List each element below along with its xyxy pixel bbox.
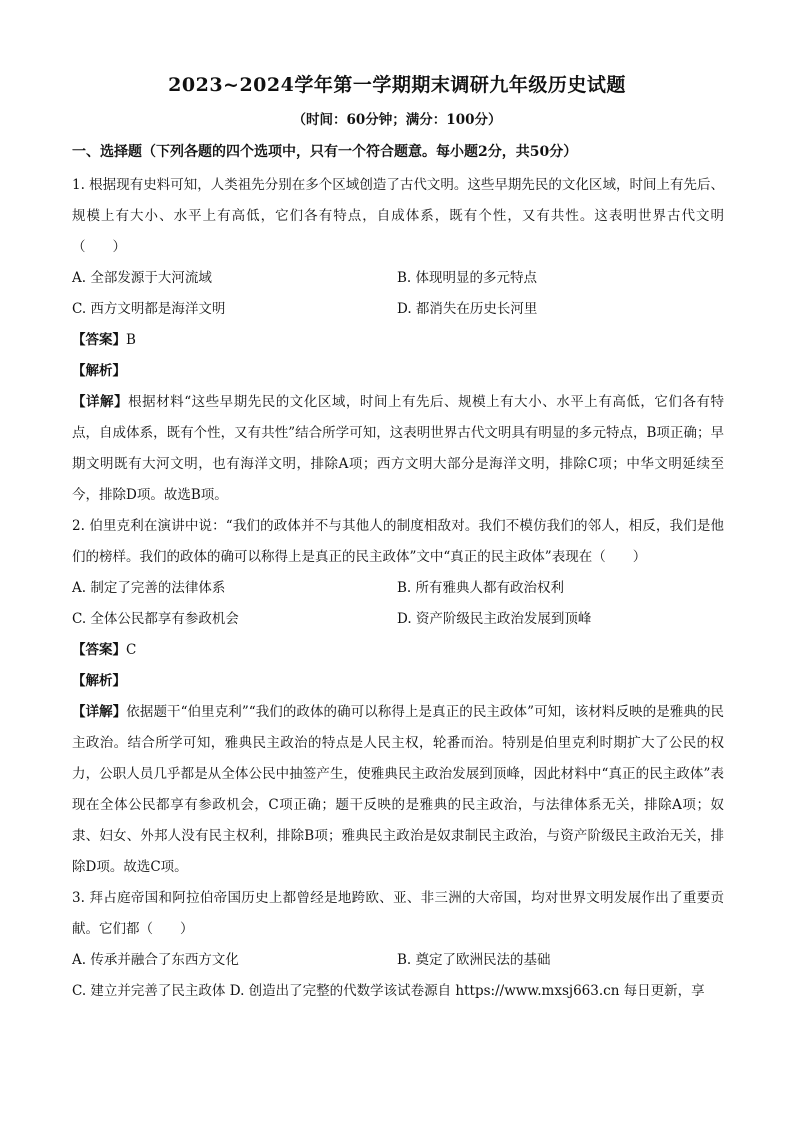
question-3 bbox=[72, 883, 724, 1007]
answer-line bbox=[72, 325, 724, 356]
option-a: A. 全部发源于大河流域 bbox=[72, 270, 212, 286]
option-d: D. 资产阶级民主政治发展到顶峰 bbox=[397, 611, 592, 627]
analysis-label: 【解析】 bbox=[72, 673, 126, 689]
option-a: A. 制定了完善的法律体系 bbox=[72, 580, 226, 596]
option-c: C. 西方文明都是海洋文明 bbox=[72, 301, 226, 317]
option-d: D. 都消失在历史长河里 bbox=[397, 301, 538, 317]
option-b: B. 体现明显的多元特点 bbox=[397, 270, 538, 286]
option-a: A. 传承并融合了东西方文化 bbox=[72, 952, 239, 968]
answer-value: C bbox=[126, 642, 137, 658]
question-stem: 1. 根据现有史料可知，人类祖先分别在多个区域创造了古代文明。这些早期先民的文化区域，时间上有先后、规模上有大小、水平上有高低，它们各有特点，自成体系，既有个性，又有共性。这表明世界古代文明（ ） bbox=[72, 177, 724, 255]
question-stem: 2. 伯里克利在演讲中说：“我们的政体并不与其他人的制度相敌对。我们不模仿我们的邻人，相反，我们是他们的榜样。我们的政体的确可以称得上是真正的民主政体”文中“真正的民主政体”表现在（ ） bbox=[72, 518, 724, 565]
question-stem: 3. 拜占庭帝国和阿拉伯帝国历史上都曾经是地跨欧、亚、非三洲的大帝国，均对世界文明发展作出了重要贡献。它们都（ ） bbox=[72, 890, 724, 937]
detail-label: 【详解】 bbox=[72, 704, 127, 720]
exam-title: 2023~2024学年第一学期期末调研九年级历史试题 bbox=[168, 74, 626, 96]
answer-label: 【答案】 bbox=[72, 642, 126, 658]
exam-subtitle: （时间：60分钟；满分：100分） bbox=[292, 112, 502, 128]
question-list bbox=[72, 170, 724, 1007]
answer-label: 【答案】 bbox=[72, 332, 126, 348]
option-b: B. 奠定了欧洲民法的基础 bbox=[397, 952, 551, 968]
options bbox=[72, 945, 724, 976]
analysis-label: 【解析】 bbox=[72, 363, 126, 379]
options bbox=[72, 263, 724, 325]
option-b: B. 所有雅典人都有政治权利 bbox=[397, 580, 565, 596]
answer-value: B bbox=[126, 332, 136, 348]
answer-line bbox=[72, 635, 724, 666]
detail-paragraph bbox=[72, 387, 724, 511]
option-c-d-line: C. 建立并完善了民主政体 D. 创造出了完整的代数学该试卷源自 https://www.mxsj663.cn 每日更新，享 bbox=[72, 983, 705, 999]
question-2 bbox=[72, 511, 724, 883]
detail-text: 依据题干“伯里克利”“我们的政体的确可以称得上是真正的民主政体”可知，该材料反映的是雅典的民主政治。结合所学可知，雅典民主政治的特点是人民主权，轮番而治。特别是伯里克利时期扩大了公民的权力，公职人员几乎都是从全体公民中抽签产生，使雅典民主政治发展到顶峰，因此材料中“真正的民主政体”表现在全体公民都享有参政机会，C项正确；题干反映的是雅典的民主政治，与法律体系无关，排除A项；奴隶、妇女、外邦人没有民主权利，排除B项；雅典民主政治是奴隶制民主政治，与资产阶级民主政治无关，排除D项。故选C项。 bbox=[72, 704, 725, 875]
question-1 bbox=[72, 170, 724, 511]
detail-text: 根据材料“这些早期先民的文化区域，时间上有先后、规模上有大小、水平上有高低，它们各有特点，自成体系，既有个性，又有共性”结合所学可知，这表明世界古代文明具有明显的多元特点，B项正确；早期文明既有大河文明，也有海洋文明，排除A项；西方文明大部分是海洋文明，排除C项；中华文明延续至今，排除D项。故选B项。 bbox=[72, 394, 725, 503]
options bbox=[72, 573, 724, 635]
section-heading: 一、选择题（下列各题的四个选项中，只有一个符合题意。每小题2分，共50分） bbox=[72, 144, 578, 160]
detail-paragraph bbox=[72, 697, 724, 883]
option-c: C. 全体公民都享有参政机会 bbox=[72, 611, 239, 627]
detail-label: 【详解】 bbox=[72, 394, 129, 410]
